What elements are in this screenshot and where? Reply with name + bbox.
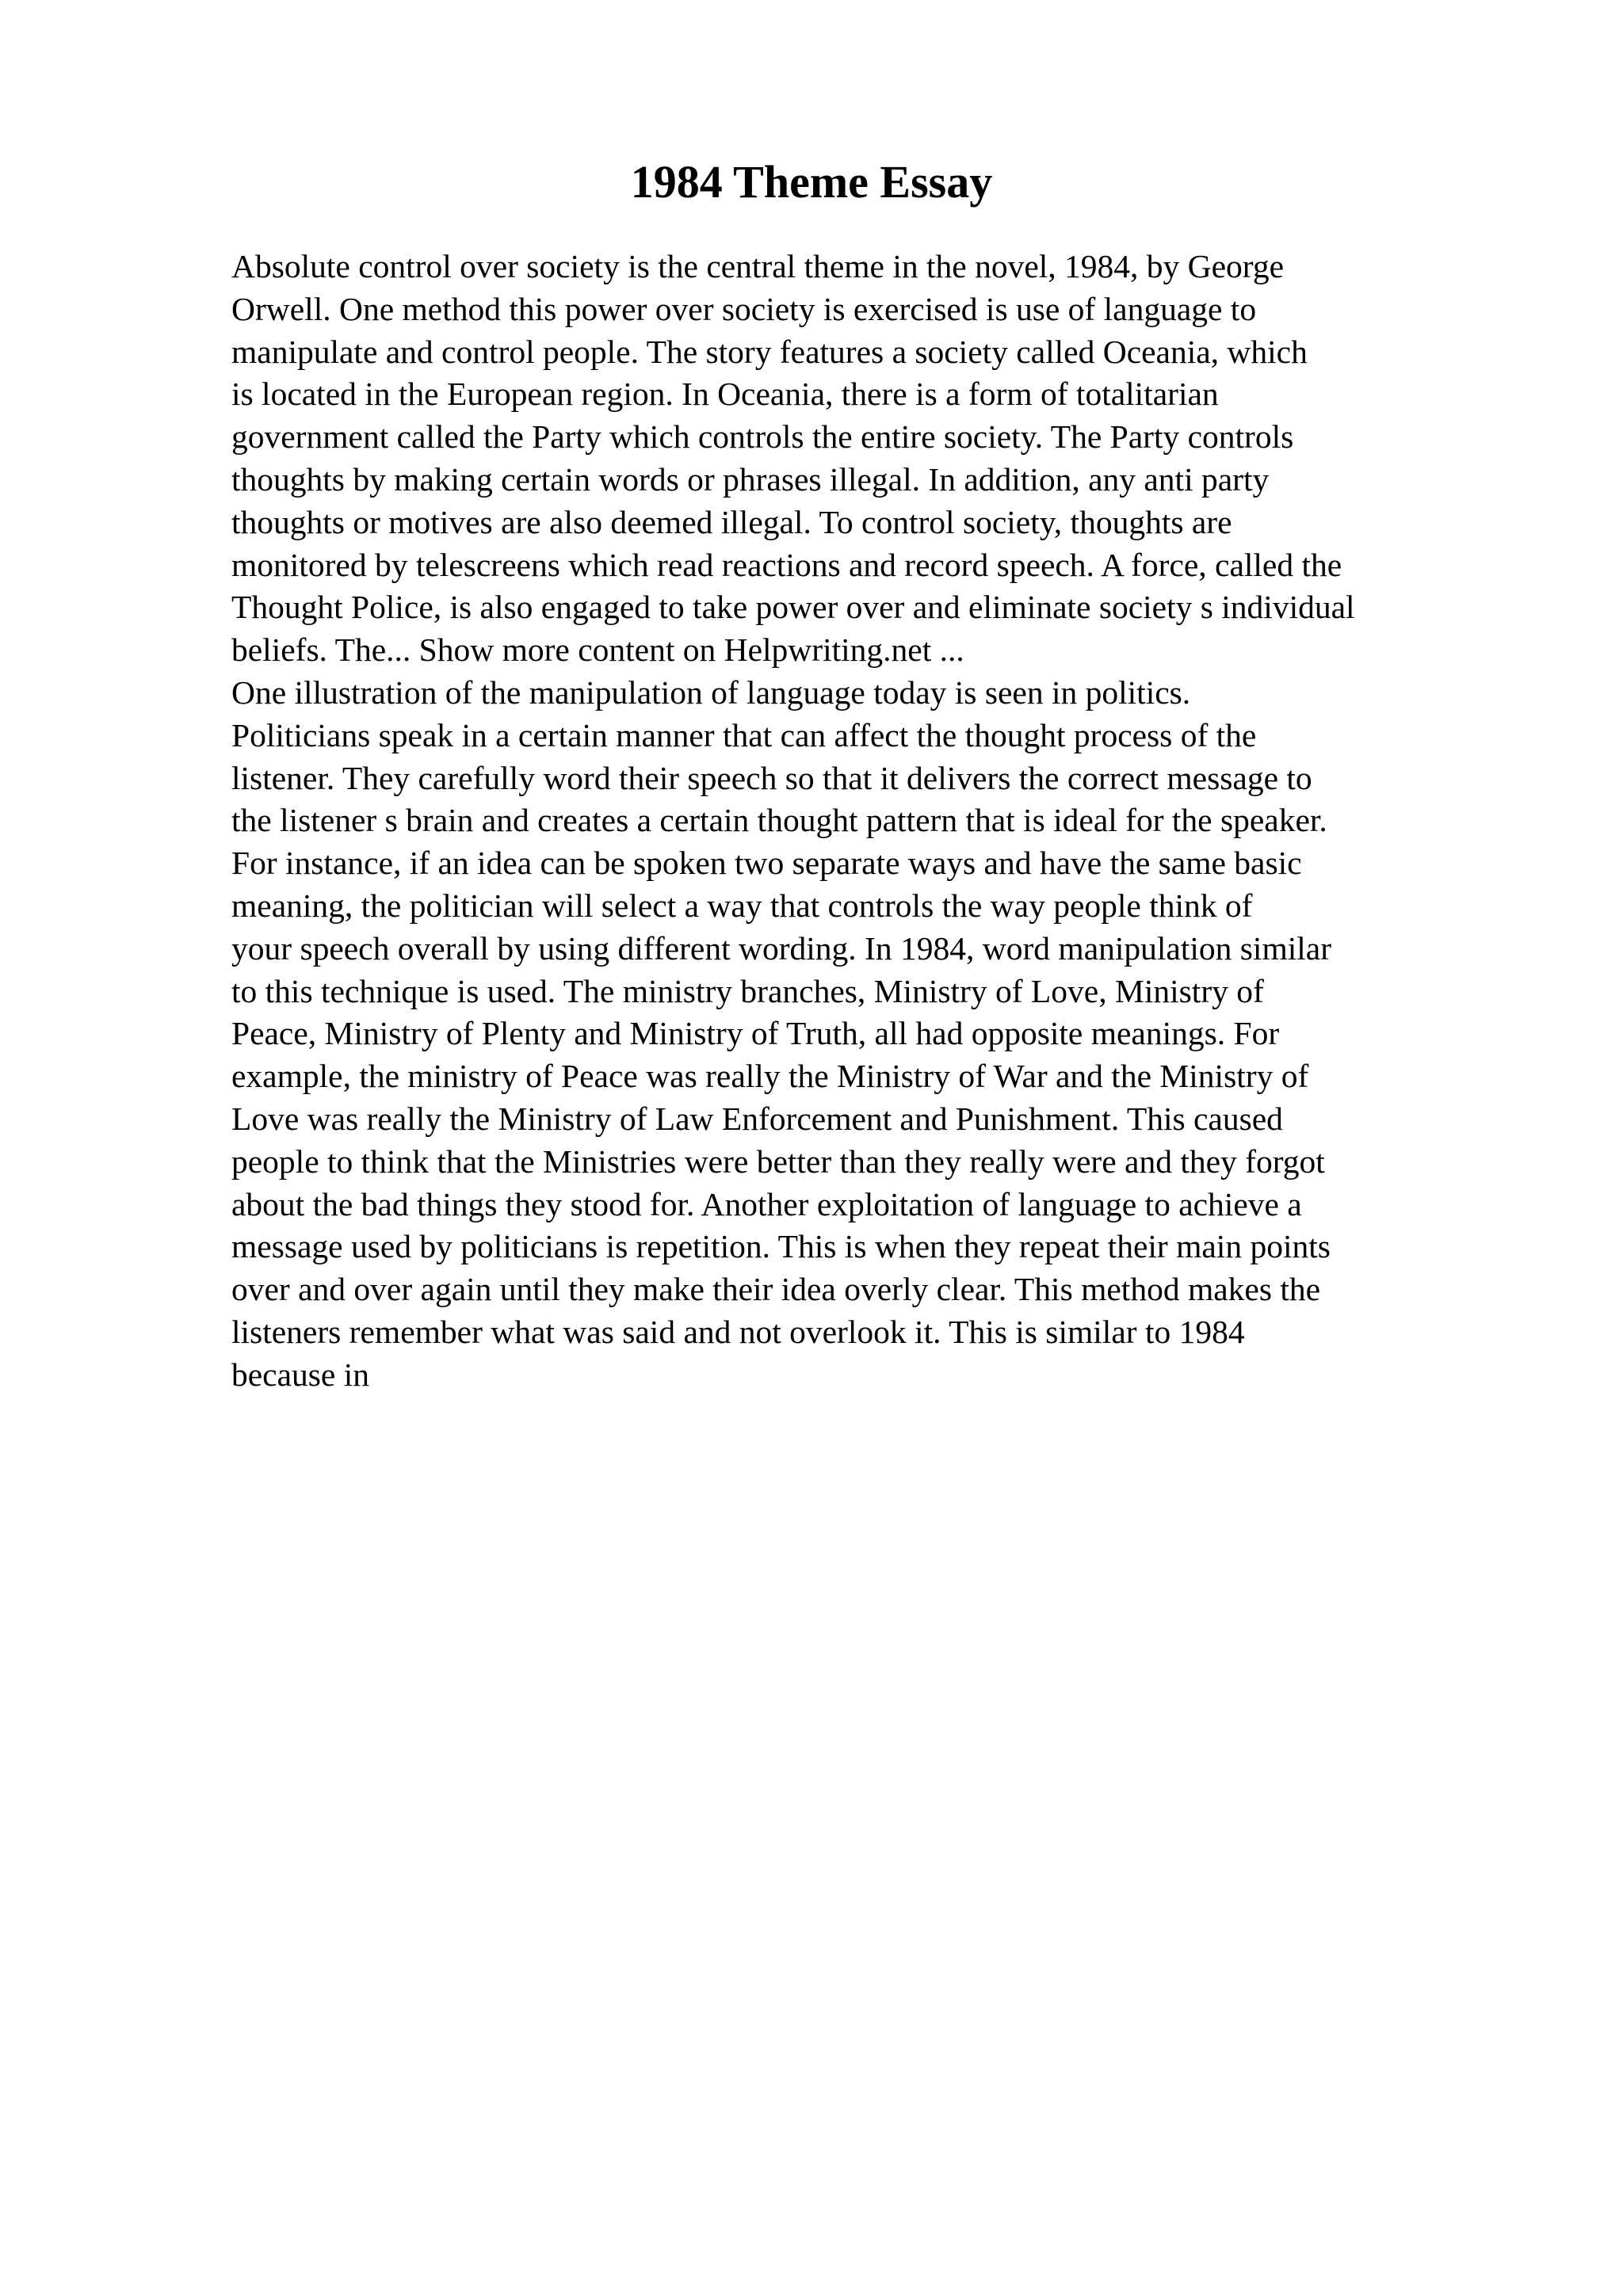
essay-line: beliefs. The... Show more content on Helpwriting.net ... — [231, 631, 964, 669]
essay-line: your speech overall by using different wording. In 1984, word manipulation similar — [231, 929, 1332, 967]
essay-line: Love was really the Ministry of Law Enforcement and Punishment. This caused — [231, 1100, 1283, 1137]
essay-line: over and over again until they make their idea overly clear. This method makes the — [231, 1271, 1321, 1308]
essay-line: manipulate and control people. The story features a society called Oceania, which — [231, 333, 1308, 370]
essay-line: people to think that the Ministries were better than they really were and they forgot — [231, 1142, 1325, 1180]
essay-line: is located in the European region. In Oceania, there is a form of totalitarian — [231, 376, 1219, 413]
essay-line: Thought Police, is also engaged to take power over and eliminate society s individual — [231, 589, 1355, 626]
essay-line: Politicians speak in a certain manner that can affect the thought process of the — [231, 716, 1257, 753]
essay-line: Orwell. One method this power over society is exercised is use of language to — [231, 290, 1257, 327]
essay-line: thoughts or motives are also deemed illegal. To control society, thoughts are — [231, 503, 1232, 540]
essay-title: 1984 Theme Essay — [630, 156, 993, 208]
essay-line: thoughts by making certain words or phrases illegal. In addition, any anti party — [231, 460, 1270, 498]
essay-line: listener. They carefully word their speech so that it delivers the correct message to — [231, 759, 1312, 796]
essay-line: government called the Party which controls the entire society. The Party controls — [231, 418, 1294, 456]
essay-line: Absolute control over society is the central theme in the novel, 1984, by George — [231, 248, 1285, 284]
essay-line: Peace, Ministry of Plenty and Ministry of Truth, all had opposite meanings. For — [231, 1015, 1280, 1052]
essay-line: listeners remember what was said and not overlook it. This is similar to 1984 — [231, 1313, 1245, 1350]
essay-line: meaning, the politician will select a way that controls the way people think of — [231, 887, 1253, 924]
essay-line: because in — [231, 1356, 369, 1393]
essay-line: the listener s brain and creates a certain thought pattern that is ideal for the speaker. — [231, 802, 1327, 839]
essay-line: monitored by telescreens which read reactions and record speech. A force, called the — [231, 546, 1342, 583]
essay-line: One illustration of the manipulation of language today is seen in politics. — [231, 673, 1191, 711]
essay-body — [231, 246, 1515, 1397]
essay-line: about the bad things they stood for. Another exploitation of language to achieve a — [231, 1185, 1302, 1222]
essay-line: For instance, if an idea can be spoken two separate ways and have the same basic — [231, 845, 1302, 882]
essay-line: message used by politicians is repetition. This is when they repeat their main points — [231, 1228, 1331, 1265]
essay-line: to this technique is used. The ministry branches, Ministry of Love, Ministry of — [231, 972, 1264, 1009]
essay-line: example, the ministry of Peace was really the Ministry of War and the Ministry of — [231, 1058, 1309, 1095]
